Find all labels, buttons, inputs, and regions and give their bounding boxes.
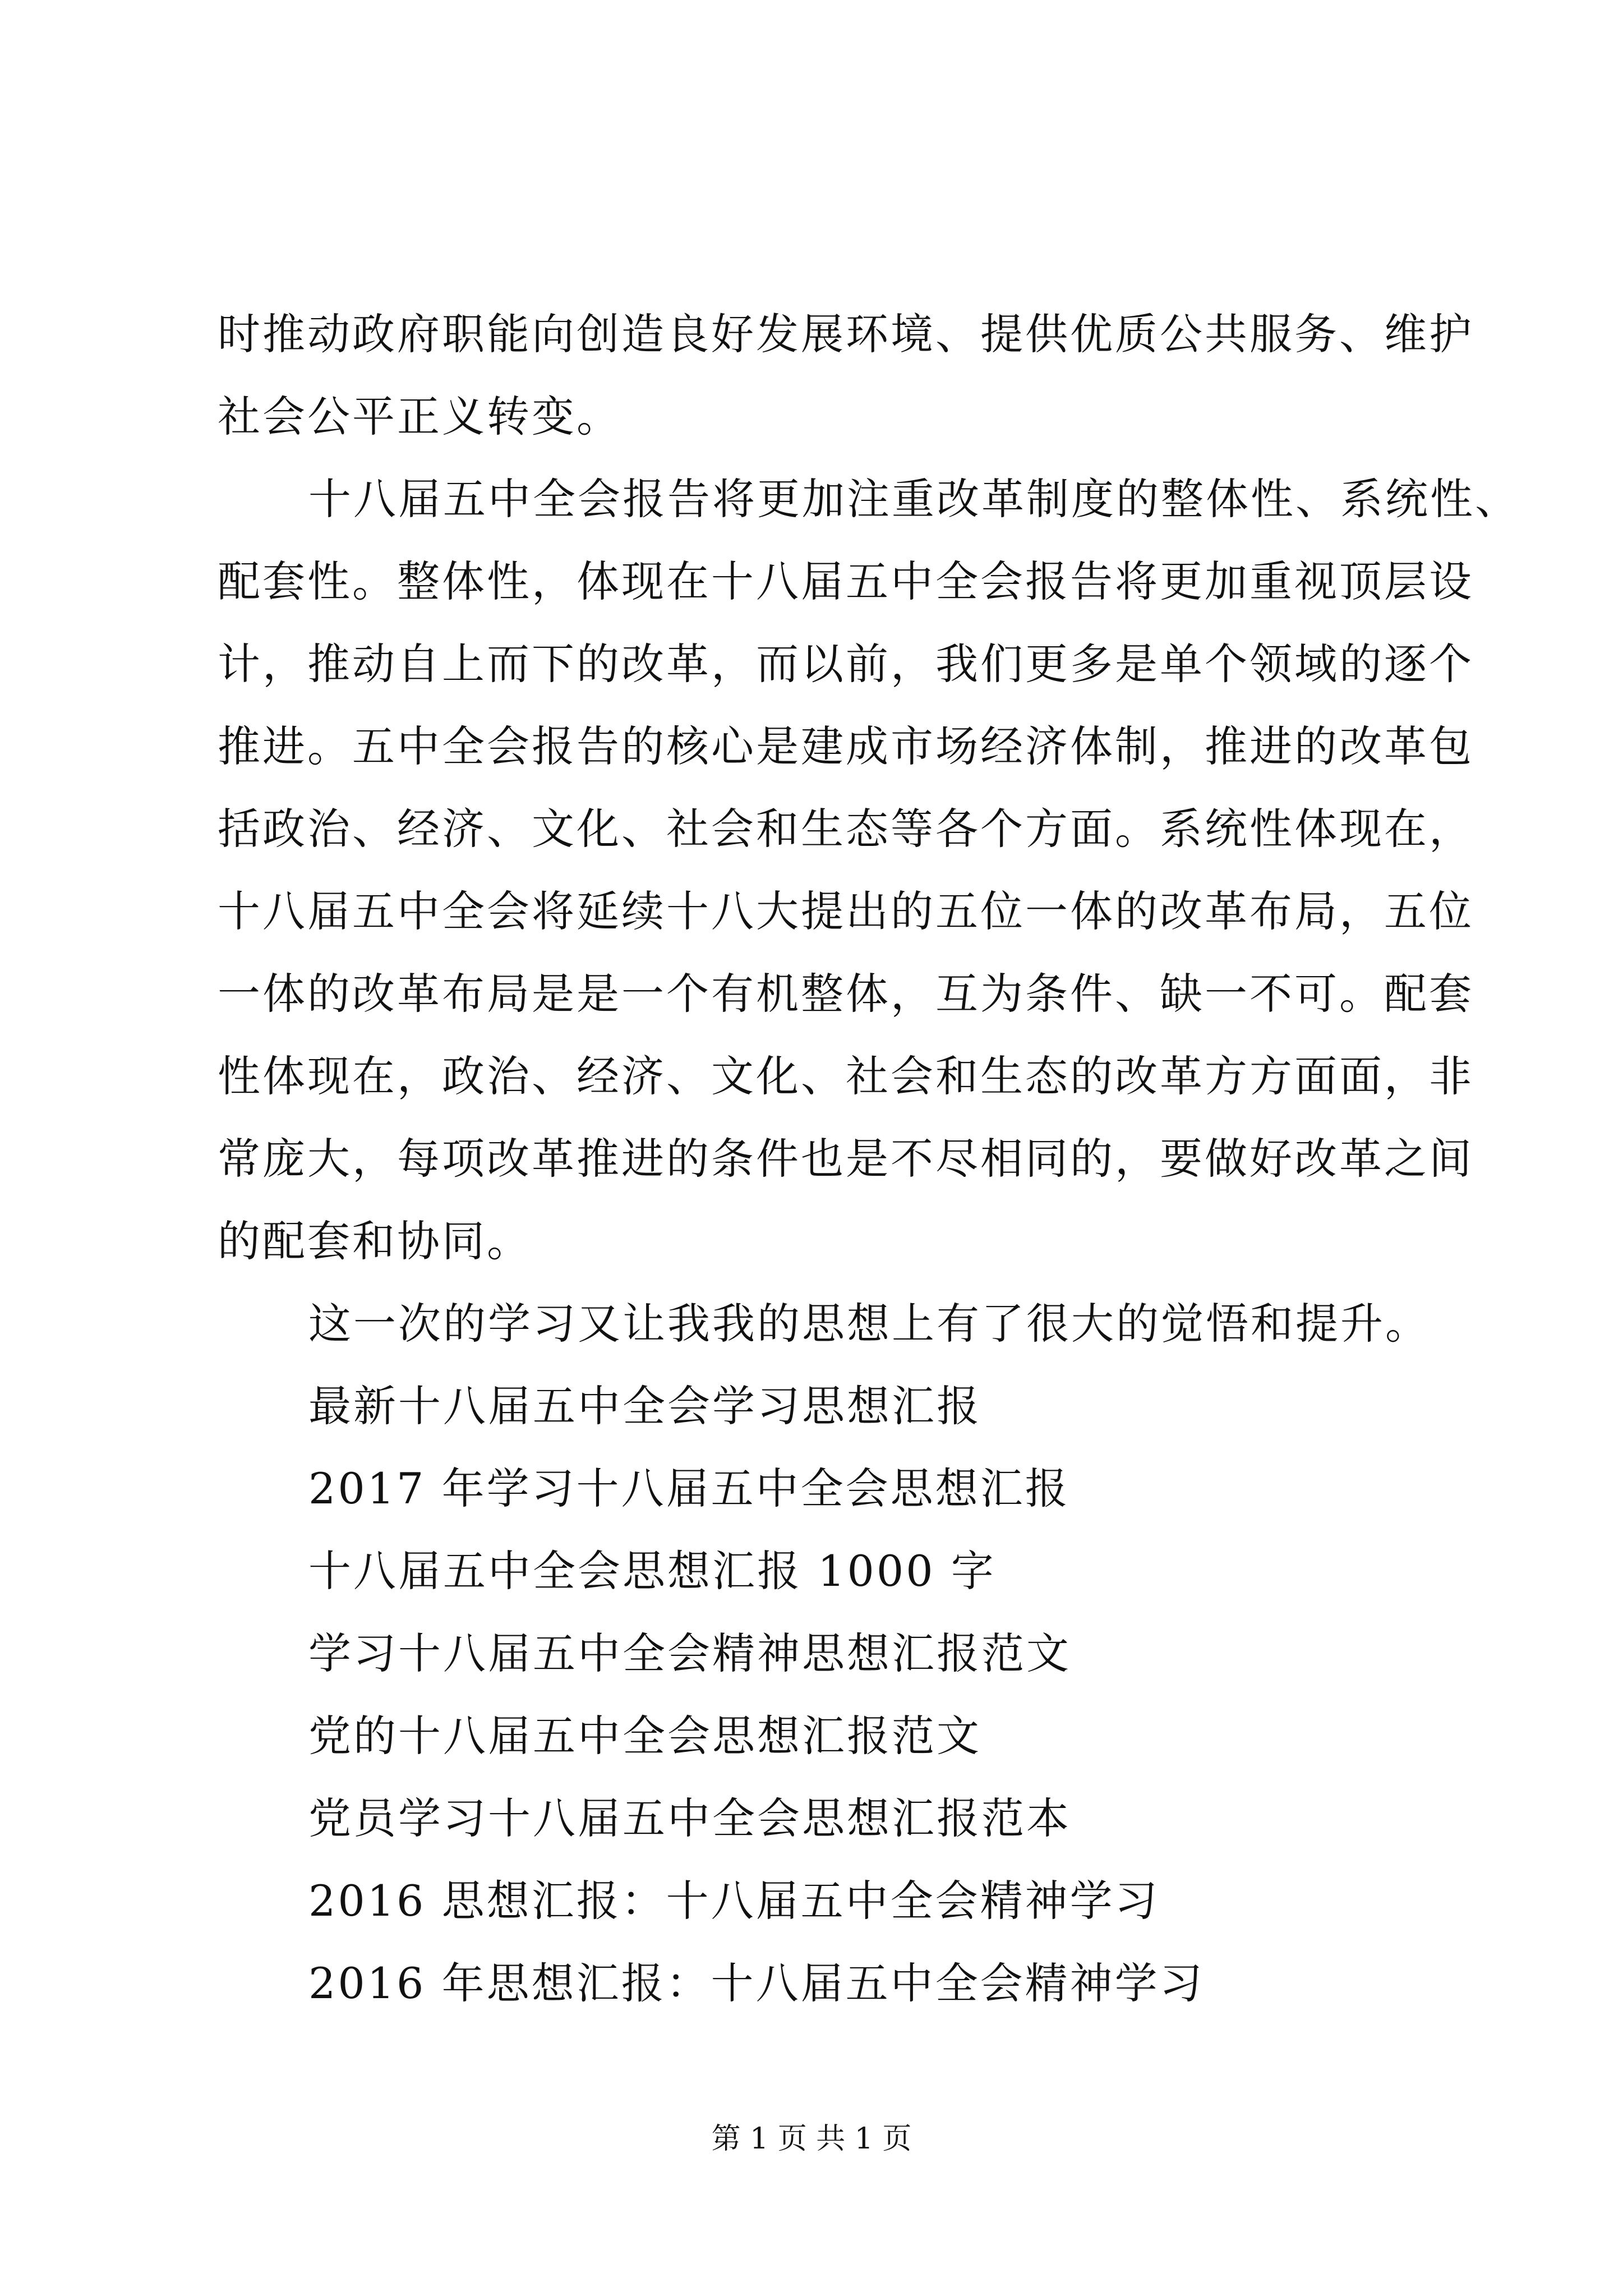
paragraph-line: 计，推动自上而下的改革，而以前，我们更多是单个领域的逐个 <box>218 639 1474 689</box>
paragraph-line: 配套性。整体性，体现在十八届五中全会报告将更加重视顶层设 <box>218 556 1474 606</box>
paragraph-line: 一体的改革布局是是一个有机整体，互为条件、缺一不可。配套 <box>218 969 1474 1019</box>
paragraph-line: 社会公平正义转变。 <box>218 392 621 441</box>
paragraph-line: 时推动政府职能向创造良好发展环境、提供优质公共服务、维护 <box>218 309 1474 359</box>
paragraph-line: 推进。五中全会报告的核心是建成市场经济体制，推进的改革包 <box>218 721 1474 771</box>
paragraph-line: 这一次的学习又让我我的思想上有了很大的觉悟和提升。 <box>308 1299 1430 1349</box>
related-title: 十八届五中全会思想汇报 1000 字 <box>308 1546 996 1596</box>
document-body <box>218 293 1520 2024</box>
related-title: 2016 年思想汇报：十八届五中全会精神学习 <box>308 1958 1205 2008</box>
paragraph-line: 常庞大，每项改革推进的条件也是不尽相同的，要做好改革之间 <box>218 1134 1474 1184</box>
paragraph-line: 括政治、经济、文化、社会和生态等各个方面。系统性体现在， <box>218 804 1474 854</box>
related-title: 2017 年学习十八届五中全会思想汇报 <box>308 1464 1070 1513</box>
related-title: 最新十八届五中全会学习思想汇报 <box>308 1381 981 1431</box>
paragraph-line: 十八届五中全会将延续十八大提出的五位一体的改革布局，五位 <box>218 886 1474 936</box>
related-title: 党员学习十八届五中全会思想汇报范本 <box>308 1793 1071 1843</box>
paragraph-line: 十八届五中全会报告将更加注重改革制度的整体性、系统性、 <box>308 474 1520 524</box>
related-title: 党的十八届五中全会思想汇报范文 <box>308 1711 981 1761</box>
related-title: 学习十八届五中全会精神思想汇报范文 <box>308 1628 1071 1678</box>
paragraph-line: 的配套和协同。 <box>218 1216 532 1266</box>
page-footer: 第 1 页 共 1 页 <box>711 2122 912 2156</box>
paragraph-line: 性体现在，政治、经济、文化、社会和生态的改革方方面面，非 <box>218 1051 1474 1101</box>
related-title: 2016 思想汇报：十八届五中全会精神学习 <box>308 1876 1160 1926</box>
